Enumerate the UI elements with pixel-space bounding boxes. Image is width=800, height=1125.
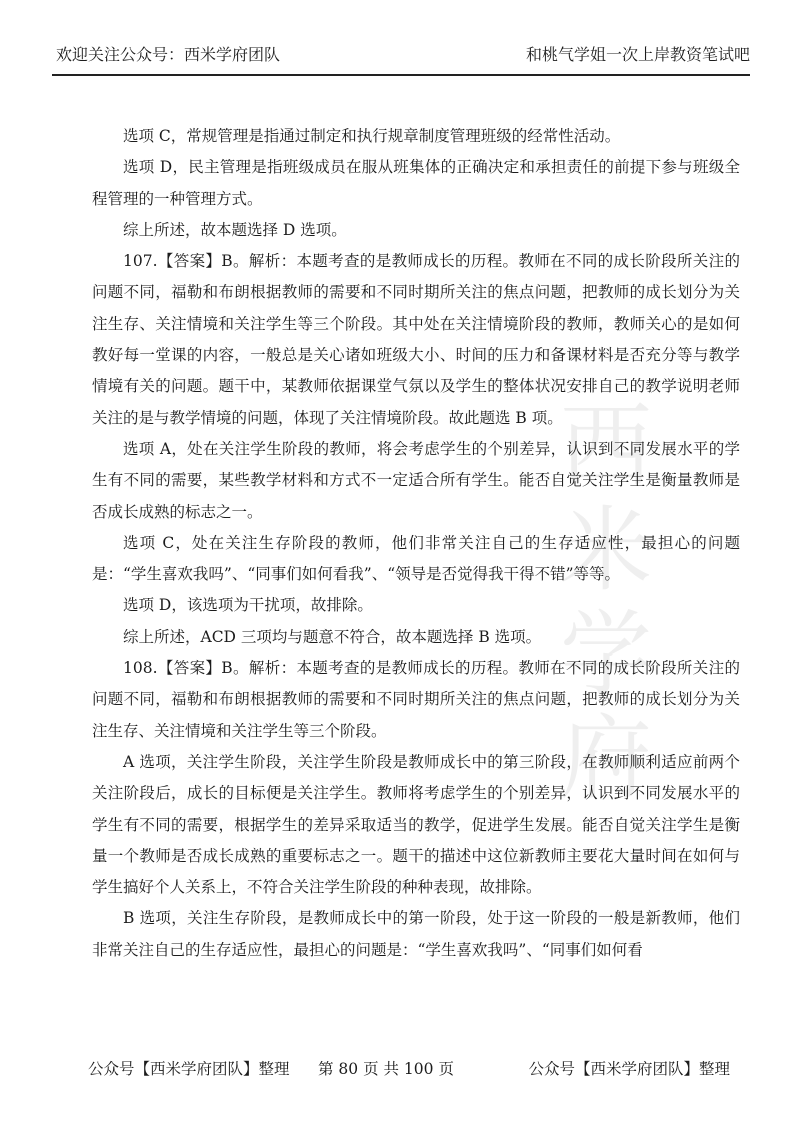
watermark-logo: 西米学府: [560, 393, 653, 812]
paragraph: 综上所述，故本题选择 D 选项。: [123, 220, 347, 239]
paragraph: 选项 C，常规管理是指通过制定和执行规章制度管理班级的经常性活动。: [123, 127, 621, 145]
header-right-text: 和桃气学姐一次上岸教资笔试吧: [525, 45, 750, 64]
paragraph: 108.【答案】B。解析：本题考查的是教师成长的历程。教师在不同的成长阶段所关注的问题不同，福勒和布朗根据教师的需要和不同时期所关注的焦点问题，把教师的成长划分为关注生存、关注情境和关注学生等三个阶段。: [92, 659, 740, 740]
page-footer: [88, 1056, 730, 1082]
paragraph: 选项 C，处在关注生存阶段的教师，他们非常关注自己的生存适应性，最担心的问题是：“学生喜欢我吗”、“同事们如何看我”、“领导是否觉得我干得不错”等等。: [92, 533, 740, 584]
footer-left-text: 公众号【西米学府团队】整理: [88, 1060, 290, 1078]
header-divider: [52, 74, 750, 76]
header-left-text: 欢迎关注公众号：西米学府团队: [56, 45, 281, 64]
paragraph: 107.【答案】B。解析：本题考查的是教师成长的历程。教师在不同的成长阶段所关注的问题不同，福勒和布朗根据教师的需要和不同时期所关注的焦点问题，把教师的成长划分为关注生存、关注情境和关注学生等三个阶段。其中处在关注情境阶段的教师，教师关心的是如何教好每一堂课的内容，一般总是关心诸如班级大小、时间的压力和备课材料是否充分等与教学情境有关的问题。题干中，某教师依据课堂气氛以及学生的整体状况安排自己的教学说明老师关注的是与教学情境的问题，体现了关注情境阶段。故此题选 B 项。: [92, 252, 740, 427]
page-header: [56, 42, 750, 68]
footer-right-text: 公众号【西米学府团队】整理: [528, 1060, 730, 1078]
document-body: [92, 121, 740, 966]
page-number: 第 80 页 共 100 页: [318, 1060, 454, 1078]
paragraph: A 选项，关注学生阶段，关注学生阶段是教师成长中的第三阶段，在教师顺利适应前两个关注阶段后，成长的目标便是关注学生。教师将考虑学生的个别差异，认识到不同发展水平的学生有不同的需要，根据学生的差异采取适当的教学，促进学生发展。能否自觉关注学生是衡量一个教师是否成长成熟的重要标志之一。题干的描述中这位新教师主要花大量时间在如何与学生搞好个人关系上，不符合关注学生阶段的种种表现，故排除。: [92, 752, 740, 897]
paragraph: 综上所述，ACD 三项均与题意不符合，故本题选择 B 选项。: [123, 627, 542, 646]
paragraph: 选项 D，民主管理是指班级成员在服从班集体的正确决定和承担责任的前提下参与班级全程管理的一种管理方式。: [92, 158, 740, 208]
paragraph: 选项 A，处在关注学生阶段的教师，将会考虑学生的个别差异，认识到不同发展水平的学生有不同的需要，某些教学材料和方式不一定适合所有学生。能否自觉关注学生是衡量教师是否成长成熟的标志之一。: [92, 439, 740, 521]
paragraph: B 选项，关注生存阶段，是教师成长中的第一阶段，处于这一阶段的一般是新教师，他们非常关注自己的生存适应性，最担心的问题是：“学生喜欢我吗”、“同事们如何看: [92, 909, 740, 959]
paragraph: 选项 D，该选项为干扰项，故排除。: [123, 596, 373, 615]
